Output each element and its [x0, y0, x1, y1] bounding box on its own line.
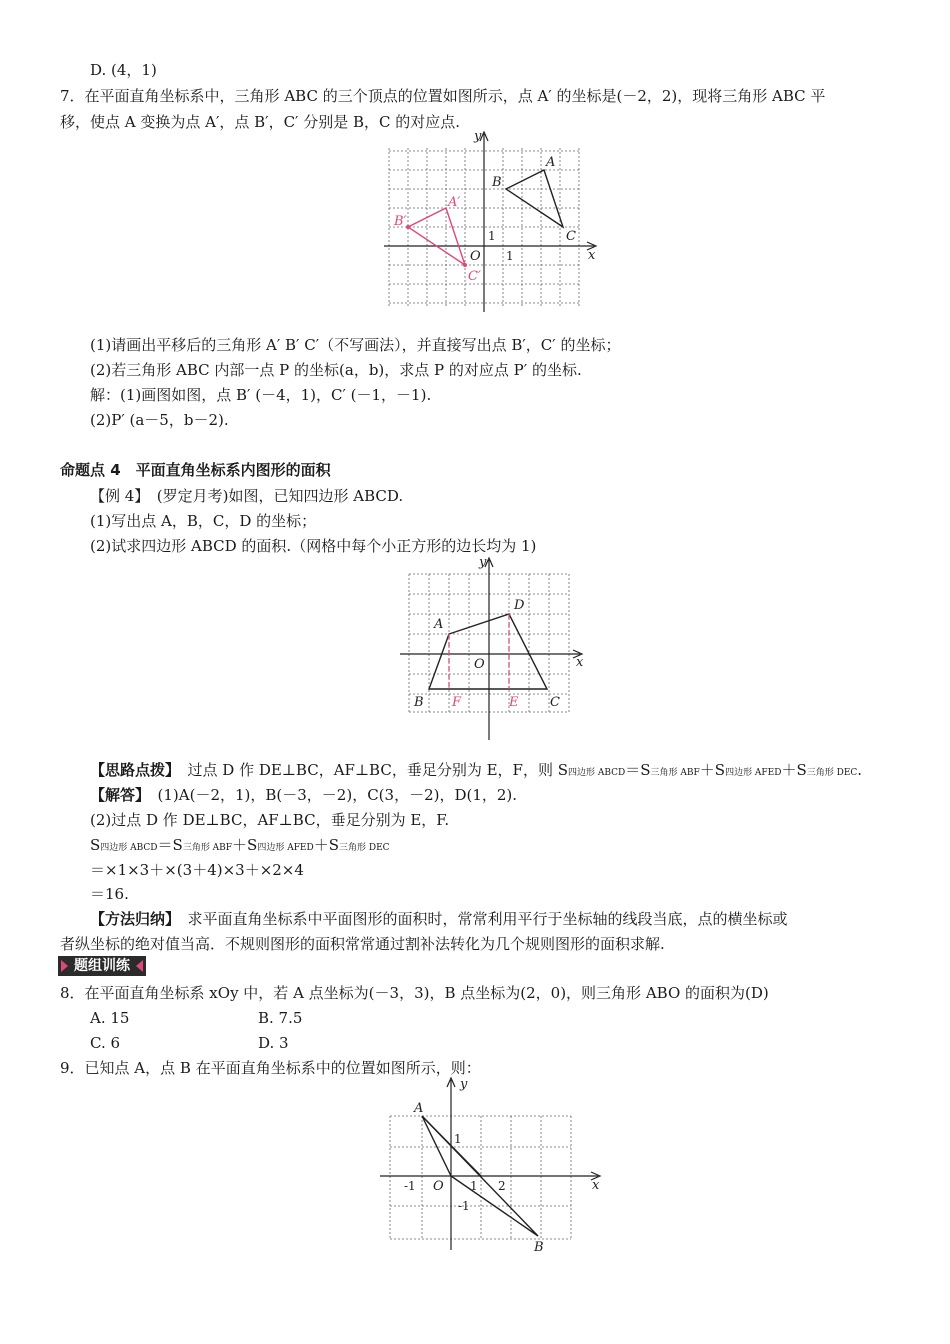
q9-x-one: 1 — [470, 1179, 478, 1193]
q9-point-b-label: B — [534, 1240, 544, 1254]
q8-option-a: A. 15 — [90, 1009, 130, 1027]
q9-x-minus1: -1 — [404, 1179, 416, 1193]
q9-x-label: x — [592, 1178, 600, 1193]
q8-stem: 8．在平面直角坐标系 xOy 中，若 A 点坐标为(－3，3)，B 点坐标为(2，0)，则三角形 ABO 的面积为(D) — [60, 984, 769, 1002]
ex4-method-line2: 者纵坐标的绝对值当高．不规则图形的面积常常通过割补法转化为几个规则图形的面积求解. — [60, 935, 665, 953]
ex4-hint-text: 过点 D 作 DE⊥BC，AF⊥BC，垂足分别为 E，F，则 S — [172, 761, 569, 779]
q7-solution2: (2)P′ (a－5，b－2). — [90, 411, 229, 429]
example4-part1: (1)写出点 A，B，C，D 的坐标； — [90, 512, 317, 530]
ex4-method: 【方法归纳】 求平面直角坐标系中平面图形的面积时，常常利用平行于坐标轴的线段当底，点的横坐标或 — [90, 910, 788, 928]
q9-figure — [378, 1074, 604, 1254]
q9-y-label: y — [460, 1077, 468, 1092]
q7-point-a-prime-label: A′ — [448, 195, 461, 210]
ex4-answer1: 【解答】 (1)A(－2，1)，B(－3，－2)，C(3，－2)，D(1，2). — [90, 786, 518, 804]
training-tag — [58, 956, 146, 976]
ex4-answer3: S四边形 ABCD＝S三角形 ABF＋S四边形 AFED＋S三角形 DEC — [90, 836, 390, 854]
q9-origin-label: O — [433, 1179, 444, 1194]
q9-y-one: 1 — [454, 1132, 462, 1146]
q7-point-c-label: C — [566, 229, 576, 244]
q9-y-minus1: -1 — [458, 1199, 470, 1213]
ex4-answer4: ＝×1×3＋×(3＋4)×3＋×2×4 — [90, 861, 304, 879]
ex4-x-label: x — [576, 655, 584, 670]
q9-x-two: 2 — [498, 1179, 506, 1193]
example4-stem: 【例 4】 (罗定月考)如图，已知四边形 ABCD. — [90, 487, 404, 505]
ex4-point-c-label: C — [550, 695, 560, 710]
q7-part1: (1)请画出平移后的三角形 A′ B′ C′（不写画法），并直接写出点 B′，C′ 的坐标； — [90, 336, 621, 354]
q7-origin-label: O — [470, 249, 481, 264]
tag-right-arrow-icon — [136, 960, 143, 972]
q7-point-a-label: A — [546, 155, 556, 170]
ex4-point-a-label: A — [434, 617, 444, 632]
ex4-answer-label: 【解答】 — [90, 786, 143, 804]
q8-option-d: D. 3 — [258, 1034, 289, 1052]
tag-left-arrow-icon — [61, 960, 68, 972]
ex4-hint: 【思路点拨】 过点 D 作 DE⊥BC，AF⊥BC，垂足分别为 E，F，则 S四边形 ABCD＝S三角形 ABF＋S四边形 AFED＋S三角形 DEC. — [90, 761, 863, 779]
ex4-method-label: 【方法归纳】 — [90, 910, 173, 928]
ex4-hint-label: 【思路点拨】 — [90, 761, 173, 779]
ex4-origin-label: O — [474, 657, 485, 672]
q8-option-c: C. 6 — [90, 1034, 121, 1052]
ex4-answer2: (2)过点 D 作 DE⊥BC，AF⊥BC，垂足分别为 E，F. — [90, 811, 450, 829]
ex4-point-b-label: B — [414, 695, 424, 710]
training-tag-label: 题组训练 — [74, 958, 130, 974]
q7-figure — [382, 128, 604, 314]
q7-part2: (2)若三角形 ABC 内部一点 P 的坐标(a，b)，求点 P 的对应点 P′ 的坐标. — [90, 361, 582, 379]
q9-point-a-label: A — [414, 1101, 424, 1116]
q7-x-label: x — [588, 248, 596, 263]
ex4-point-d-label: D — [514, 598, 525, 613]
q7-stem-line2: 移，使点 A 变换为点 A′，点 B′，C′ 分别是 B，C 的对应点. — [60, 113, 461, 131]
q6-option-d: D. (4，1) — [90, 61, 157, 79]
ex4-point-e-label: E — [509, 695, 519, 710]
q7-solution1: 解：(1)画图如图，点 B′ (－4，1)，C′ (－1，－1). — [90, 386, 432, 404]
example4-part2: (2)试求四边形 ABCD 的面积.（网格中每个小正方形的边长均为 1) — [90, 537, 537, 555]
ex4-y-label: y — [479, 555, 487, 570]
example4-figure — [396, 552, 590, 744]
q7-stem-line1: 7．在平面直角坐标系中，三角形 ABC 的三个顶点的位置如图所示，点 A′ 的坐标是(－2，2)，现将三角形 ABC 平 — [60, 87, 826, 105]
q7-x-one: 1 — [506, 249, 514, 263]
ex4-point-f-label: F — [452, 695, 462, 710]
ex4-answer5: ＝16. — [90, 885, 129, 903]
q7-point-b-label: B — [492, 175, 502, 190]
q9-stem: 9．已知点 A，点 B 在平面直角坐标系中的位置如图所示，则： — [60, 1059, 481, 1077]
section4-title: 命题点 4 平面直角坐标系内图形的面积 — [60, 461, 331, 479]
q7-y-label: y — [474, 129, 482, 144]
q8-option-b: B. 7.5 — [258, 1009, 303, 1027]
q7-point-b-prime-label: B′ — [394, 214, 407, 229]
q7-point-c-prime-label: C′ — [468, 269, 481, 284]
q7-y-one: 1 — [488, 229, 496, 243]
ex4-hint-sub1: 四边形 ABCD — [568, 768, 626, 778]
